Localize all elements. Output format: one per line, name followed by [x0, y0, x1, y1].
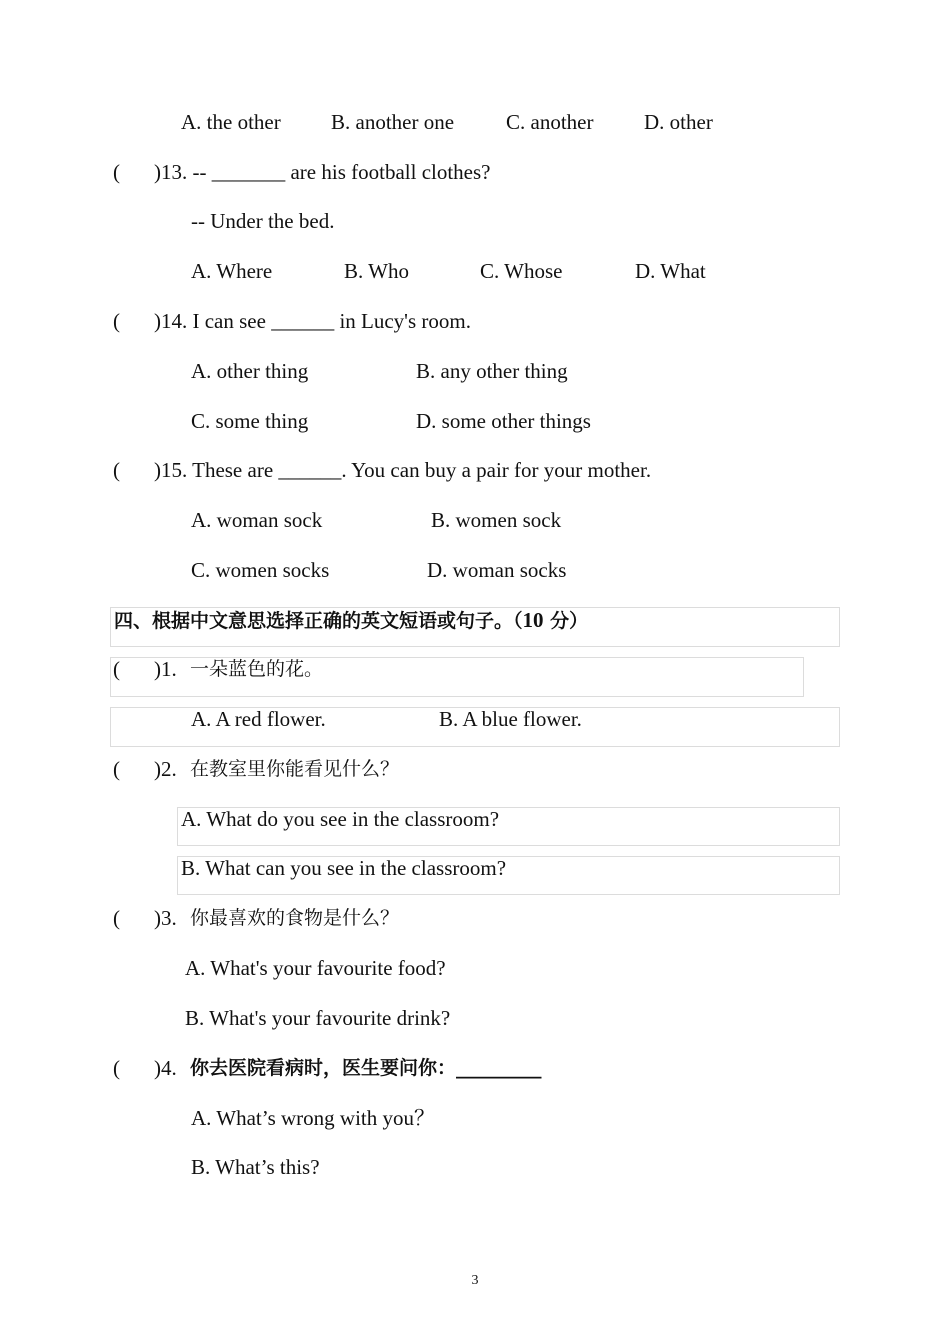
q15-option-c: C. women socks	[191, 558, 330, 582]
q12-option-b: B. another one	[331, 110, 455, 134]
page-number: 3	[471, 1273, 479, 1288]
s4q1-answer-paren[interactable]: (	[113, 657, 120, 681]
q15-option-d: D. woman socks	[427, 558, 567, 582]
q13-dialogue-answer: -- Under the bed.	[191, 209, 335, 233]
q13-option-d: D. What	[635, 259, 706, 283]
q14-answer-paren[interactable]: (	[113, 309, 120, 333]
s4q2-answer-paren[interactable]: (	[113, 757, 120, 781]
s4q4-number: )4.	[154, 1056, 177, 1080]
section4-heading-pre: 四、根据中文意思选择正确的英文短语或句子。（	[114, 610, 523, 632]
q14-stem: )14. I can see ______ in Lucy's room.	[154, 309, 471, 333]
q12-option-c: C. another	[506, 110, 594, 134]
q12-option-d: D. other	[644, 110, 713, 134]
s4q2-option-a: A. What do you see in the classroom?	[181, 807, 500, 831]
s4q1-option-a: A. A red flower.	[191, 707, 326, 731]
q13-option-c: C. Whose	[480, 259, 563, 283]
s4q1-number: )1.	[154, 657, 177, 681]
s4q2-option-b: B. What can you see in the classroom?	[181, 856, 507, 880]
s4q4-option-a: A. What’s wrong with you？	[191, 1106, 436, 1130]
q12-option-a: A. the other	[181, 110, 281, 134]
s4q4-option-b: B. What’s this?	[191, 1155, 320, 1179]
q15-option-a: A. woman sock	[191, 508, 323, 532]
s4q3-answer-paren[interactable]: (	[113, 906, 120, 930]
q13-option-b: B. Who	[344, 259, 409, 283]
s4q1-option-b: B. A blue flower.	[439, 707, 582, 731]
s4q3-option-b: B. What's your favourite drink?	[185, 1006, 451, 1030]
s4q3-option-a: A. What's your favourite food?	[185, 956, 446, 980]
s4q4-stem: 你去医院看病时，医生要问你：_________	[190, 1057, 542, 1079]
q14-option-b: B. any other thing	[416, 359, 568, 383]
s4q1-stem: 一朵蓝色的花。	[190, 658, 324, 680]
s4q3-number: )3.	[154, 906, 177, 930]
s4q4-answer-paren[interactable]: (	[113, 1056, 120, 1080]
q15-option-b: B. women sock	[431, 508, 562, 532]
s4q2-stem: 在教室里你能看见什么？	[190, 758, 400, 780]
q13-answer-paren[interactable]: (	[113, 160, 120, 184]
q14-option-a: A. other thing	[191, 359, 309, 383]
q15-answer-paren[interactable]: (	[113, 458, 120, 482]
section4-heading-post: 分）	[543, 610, 589, 632]
s4q3-stem: 你最喜欢的食物是什么？	[190, 907, 400, 929]
q14-option-d: D. some other things	[416, 409, 591, 433]
q13-option-a: A. Where	[191, 259, 273, 283]
q14-option-c: C. some thing	[191, 409, 309, 433]
s4q2-number: )2.	[154, 757, 177, 781]
section4-heading	[114, 607, 588, 634]
q15-stem: )15. These are ______. You can buy a pair for your mother.	[154, 458, 652, 482]
q13-stem: )13. -- _______ are his football clothes?	[154, 160, 491, 184]
section4-heading-score: 10	[522, 608, 544, 632]
